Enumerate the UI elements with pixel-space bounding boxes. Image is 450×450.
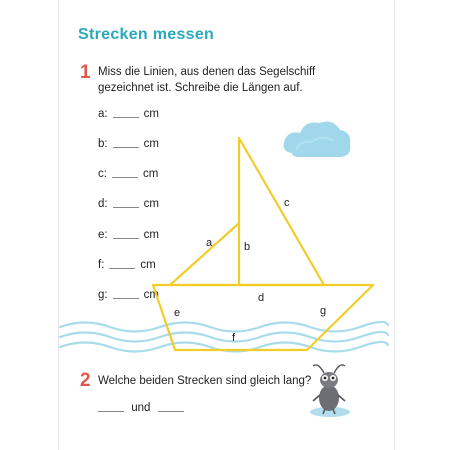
label-d: d: [258, 292, 265, 304]
measure-unit: cm: [143, 108, 159, 120]
task-1-number: 1: [80, 62, 91, 83]
task-1-text-line1: Miss die Linien, aus denen das Segelschiff: [98, 66, 316, 78]
water-waves: [60, 322, 388, 352]
measure-unit: cm: [143, 198, 159, 210]
label-a: a: [206, 237, 213, 249]
measure-label: b:: [98, 138, 108, 150]
measure-unit: cm: [142, 168, 159, 180]
measure-label: f:: [98, 259, 105, 271]
measure-unit: cm: [143, 138, 159, 150]
cloud-icon: [284, 122, 351, 157]
label-f: f: [232, 332, 236, 344]
task-2-question: Welche beiden Strecken sind gleich lang?: [98, 375, 312, 387]
measure-unit: cm: [143, 289, 159, 301]
page-title: Strecken messen: [78, 26, 215, 43]
label-c: c: [284, 197, 290, 209]
ant-mascot-icon: [310, 365, 350, 417]
measure-label: e:: [98, 229, 108, 241]
measure-label: c:: [98, 168, 107, 180]
measure-label: g:: [98, 289, 108, 301]
measure-label: d:: [98, 198, 108, 210]
label-g: g: [320, 305, 327, 317]
segment-c: [239, 138, 324, 285]
segment-a: [170, 224, 238, 285]
task-1-text-line2: gezeichnet ist. Schreibe die Längen auf.: [98, 82, 303, 94]
measure-unit: cm: [143, 229, 159, 241]
label-e: e: [174, 307, 181, 319]
measure-label: a:: [98, 108, 108, 120]
answer-connector: und: [131, 402, 151, 414]
answer-blank-first[interactable]: [98, 411, 124, 412]
task-2-answer-row: [98, 402, 188, 414]
answer-blank-second[interactable]: [158, 411, 184, 412]
measure-unit: cm: [140, 259, 156, 271]
label-b: b: [244, 241, 251, 253]
sailboat-lines: [153, 138, 373, 350]
task-2-number: 2: [80, 370, 91, 391]
